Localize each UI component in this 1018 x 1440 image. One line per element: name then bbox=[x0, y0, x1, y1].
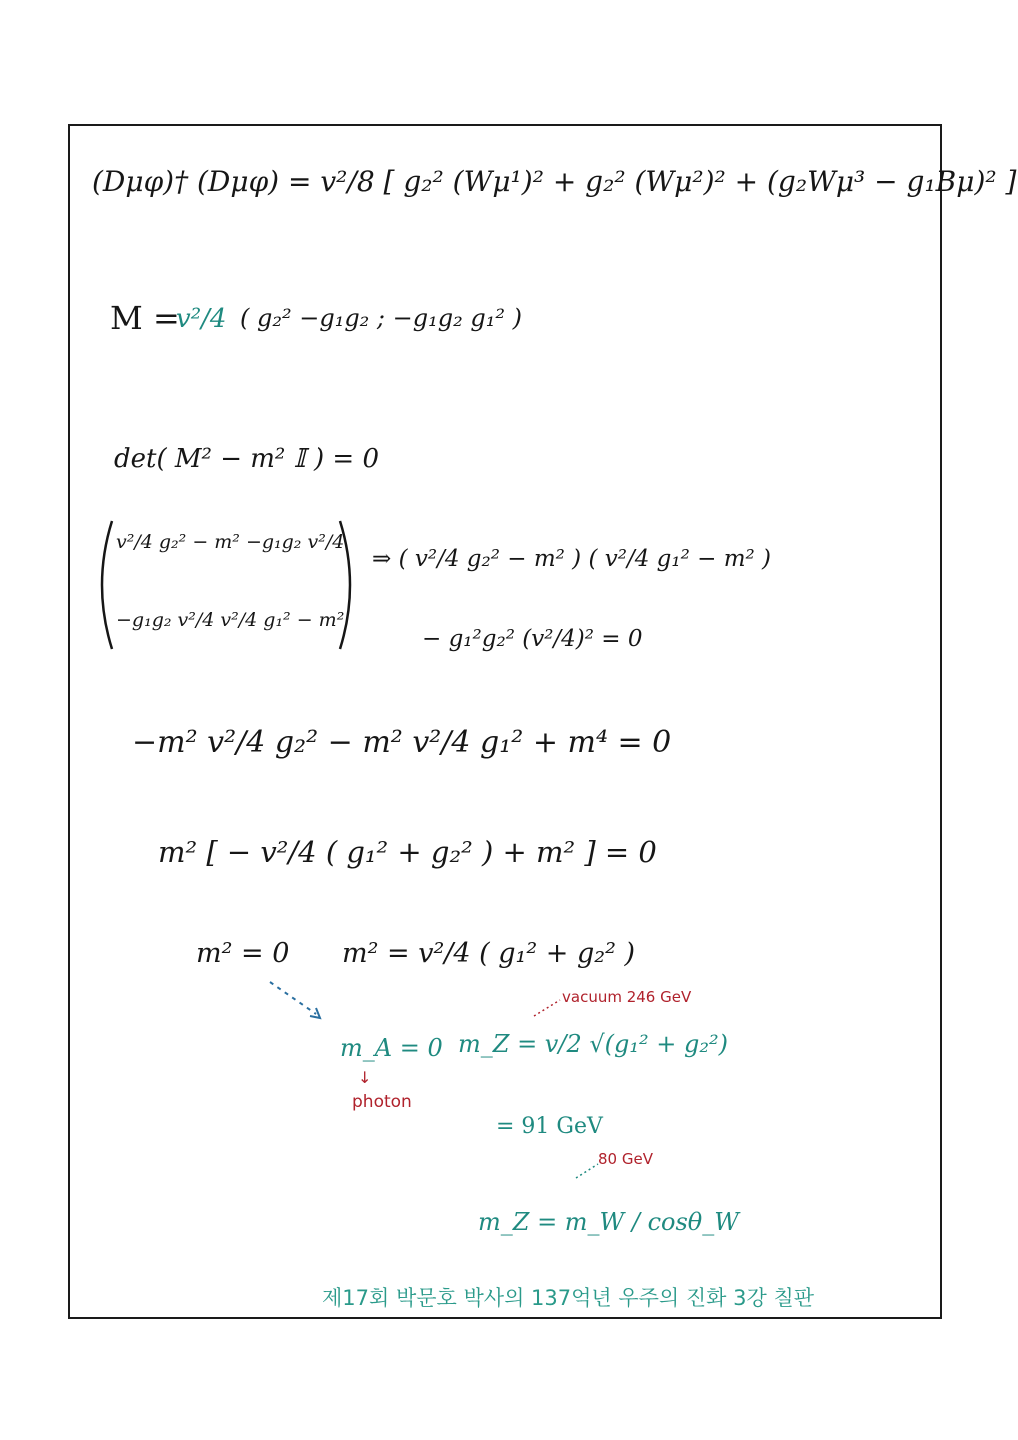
characteristic-remainder: − g₁²g₂² (v²/4)² = 0 bbox=[422, 626, 643, 652]
eigen-matrix bbox=[96, 515, 366, 655]
vacuum-pointer-icon bbox=[530, 996, 566, 1020]
z-mass-value: = 91 GeV bbox=[496, 1114, 603, 1139]
mass-matrix-lhs: M = bbox=[110, 299, 180, 337]
w-mass-note: 80 GeV bbox=[598, 1150, 653, 1168]
z-mass-formula: m_Z = v/2 √(g₁² + g₂²) bbox=[458, 1030, 728, 1058]
determinant-condition: det( M² − m² 𝕀 ) = 0 bbox=[114, 444, 380, 474]
expanded-equation: −m² v²/4 g₂² − m² v²/4 g₁² + m⁴ = 0 bbox=[132, 725, 672, 760]
vacuum-note: vacuum 246 GeV bbox=[562, 988, 692, 1006]
mass-matrix-factor: v²/4 bbox=[176, 304, 227, 334]
photon-label: photon bbox=[352, 1092, 412, 1112]
board-caption: 제17회 박문호 박사의 137억년 우주의 진화 3강 칠판 bbox=[322, 1286, 815, 1310]
covariant-derivative-equation: (Dμφ)† (Dμφ) = v²/8 [ g₂² (Wμ¹)² + g₂² (Wμ²)² + (g₂Wμ³ − g₁Bμ)² ] bbox=[92, 165, 1017, 198]
eigen-matrix-row2: −g₁g₂ v²/4 v²/4 g₁² − m² bbox=[116, 609, 345, 631]
massless-solution: m² = 0 bbox=[196, 938, 290, 969]
z-w-relation: m_Z = m_W / cosθ_W bbox=[478, 1208, 739, 1236]
mass-matrix-entries: ( g₂² −g₁g₂ ; −g₁g₂ g₁² ) bbox=[240, 304, 522, 332]
eigen-matrix-row1: v²/4 g₂² − m² −g₁g₂ v²/4 bbox=[116, 531, 345, 553]
w-pointer-icon bbox=[572, 1160, 602, 1182]
photon-mass: m_A = 0 bbox=[340, 1034, 443, 1062]
massive-solution: m² = v²/4 ( g₁² + g₂² ) bbox=[342, 938, 636, 969]
factored-equation: m² [ − v²/4 ( g₁² + g₂² ) + m² ] = 0 bbox=[158, 835, 657, 869]
down-arrow-icon: ↓ bbox=[358, 1068, 372, 1087]
characteristic-product: ⇒ ( v²/4 g₂² − m² ) ( v²/4 g₁² − m² ) bbox=[372, 546, 772, 572]
dotted-arrow-icon bbox=[266, 978, 336, 1028]
